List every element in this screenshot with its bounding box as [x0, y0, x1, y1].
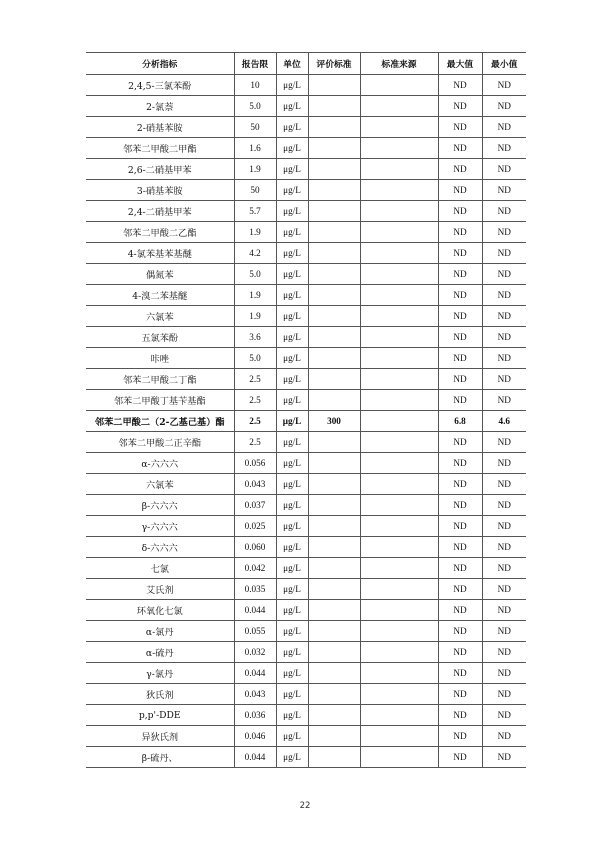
- cell-min-value: ND: [482, 579, 526, 600]
- cell-evaluation-standard: [308, 243, 360, 264]
- cell-report-limit: 0.037: [234, 495, 276, 516]
- cell-min-value: ND: [482, 327, 526, 348]
- cell-evaluation-standard: [308, 684, 360, 705]
- cell-report-limit: 1.9: [234, 306, 276, 327]
- cell-max-value: ND: [438, 306, 482, 327]
- cell-standard-source: [360, 495, 438, 516]
- table-row: [86, 621, 526, 642]
- cell-standard-source: [360, 705, 438, 726]
- cell-min-value: ND: [482, 747, 526, 768]
- cell-analyte: 2,6-二硝基甲苯: [86, 159, 234, 180]
- cell-standard-source: [360, 117, 438, 138]
- cell-standard-source: [360, 243, 438, 264]
- cell-analyte: 邻苯二甲酸二甲酯: [86, 138, 234, 159]
- cell-analyte: 邻苯二甲酸二正辛酯: [86, 432, 234, 453]
- cell-standard-source: [360, 264, 438, 285]
- header-min-value: 最小值: [482, 53, 526, 75]
- table-row: [86, 432, 526, 453]
- cell-report-limit: 0.055: [234, 621, 276, 642]
- cell-standard-source: [360, 138, 438, 159]
- cell-analyte: β-六六六: [86, 495, 234, 516]
- cell-evaluation-standard: [308, 747, 360, 768]
- cell-analyte: γ-氯丹: [86, 663, 234, 684]
- cell-min-value: ND: [482, 96, 526, 117]
- cell-evaluation-standard: [308, 453, 360, 474]
- cell-evaluation-standard: [308, 642, 360, 663]
- cell-max-value: ND: [438, 747, 482, 768]
- cell-min-value: ND: [482, 558, 526, 579]
- cell-report-limit: 2.5: [234, 432, 276, 453]
- cell-unit: μg/L: [276, 684, 308, 705]
- cell-analyte: 六氯苯: [86, 474, 234, 495]
- cell-max-value: ND: [438, 495, 482, 516]
- analysis-results-table: [86, 52, 526, 768]
- cell-unit: μg/L: [276, 600, 308, 621]
- cell-max-value: ND: [438, 348, 482, 369]
- cell-report-limit: 10: [234, 75, 276, 96]
- cell-min-value: ND: [482, 495, 526, 516]
- cell-min-value: 4.6: [482, 411, 526, 432]
- cell-report-limit: 5.0: [234, 96, 276, 117]
- cell-analyte: 4-氯苯基苯基醚: [86, 243, 234, 264]
- table-row: [86, 558, 526, 579]
- table-row: [86, 138, 526, 159]
- cell-analyte: β-硫丹、: [86, 747, 234, 768]
- cell-report-limit: 1.9: [234, 222, 276, 243]
- cell-report-limit: 0.043: [234, 474, 276, 495]
- cell-standard-source: [360, 642, 438, 663]
- cell-unit: μg/L: [276, 642, 308, 663]
- table-row: [86, 642, 526, 663]
- cell-evaluation-standard: [308, 96, 360, 117]
- table-row: [86, 306, 526, 327]
- cell-max-value: ND: [438, 222, 482, 243]
- cell-min-value: ND: [482, 663, 526, 684]
- cell-standard-source: [360, 558, 438, 579]
- cell-evaluation-standard: [308, 75, 360, 96]
- cell-analyte: 邻苯二甲酸二（2-乙基己基）酯: [86, 411, 234, 432]
- cell-report-limit: 2.5: [234, 411, 276, 432]
- cell-standard-source: [360, 663, 438, 684]
- cell-max-value: ND: [438, 243, 482, 264]
- cell-standard-source: [360, 390, 438, 411]
- cell-evaluation-standard: [308, 327, 360, 348]
- cell-evaluation-standard: [308, 621, 360, 642]
- cell-min-value: ND: [482, 621, 526, 642]
- cell-min-value: ND: [482, 264, 526, 285]
- table-row: [86, 474, 526, 495]
- cell-report-limit: 5.0: [234, 264, 276, 285]
- cell-min-value: ND: [482, 285, 526, 306]
- cell-max-value: ND: [438, 705, 482, 726]
- cell-report-limit: 0.044: [234, 600, 276, 621]
- cell-min-value: ND: [482, 705, 526, 726]
- cell-evaluation-standard: [308, 138, 360, 159]
- cell-analyte: 咔唑: [86, 348, 234, 369]
- cell-unit: μg/L: [276, 432, 308, 453]
- cell-min-value: ND: [482, 348, 526, 369]
- cell-max-value: ND: [438, 684, 482, 705]
- cell-unit: μg/L: [276, 348, 308, 369]
- cell-max-value: ND: [438, 621, 482, 642]
- cell-standard-source: [360, 348, 438, 369]
- cell-unit: μg/L: [276, 621, 308, 642]
- cell-report-limit: 50: [234, 180, 276, 201]
- cell-max-value: ND: [438, 663, 482, 684]
- header-analyte: 分析指标: [86, 53, 234, 75]
- cell-min-value: ND: [482, 726, 526, 747]
- cell-evaluation-standard: [308, 369, 360, 390]
- cell-max-value: ND: [438, 285, 482, 306]
- cell-evaluation-standard: [308, 264, 360, 285]
- cell-analyte: 2-氯萘: [86, 96, 234, 117]
- cell-standard-source: [360, 726, 438, 747]
- cell-evaluation-standard: [308, 558, 360, 579]
- cell-max-value: ND: [438, 75, 482, 96]
- cell-standard-source: [360, 684, 438, 705]
- cell-standard-source: [360, 75, 438, 96]
- cell-unit: μg/L: [276, 306, 308, 327]
- cell-analyte: 3-硝基苯胺: [86, 180, 234, 201]
- cell-analyte: 2-硝基苯胺: [86, 117, 234, 138]
- table-row: [86, 747, 526, 768]
- cell-max-value: ND: [438, 432, 482, 453]
- cell-report-limit: 0.060: [234, 537, 276, 558]
- cell-standard-source: [360, 180, 438, 201]
- cell-report-limit: 1.6: [234, 138, 276, 159]
- cell-unit: μg/L: [276, 453, 308, 474]
- cell-evaluation-standard: [308, 159, 360, 180]
- cell-standard-source: [360, 579, 438, 600]
- table-row: [86, 222, 526, 243]
- cell-min-value: ND: [482, 432, 526, 453]
- cell-unit: μg/L: [276, 474, 308, 495]
- cell-max-value: ND: [438, 726, 482, 747]
- cell-max-value: ND: [438, 642, 482, 663]
- table-row: [86, 600, 526, 621]
- cell-evaluation-standard: [308, 201, 360, 222]
- cell-report-limit: 1.9: [234, 285, 276, 306]
- cell-analyte: γ-六六六: [86, 516, 234, 537]
- cell-report-limit: 0.046: [234, 726, 276, 747]
- cell-report-limit: 2.5: [234, 369, 276, 390]
- table-row: [86, 117, 526, 138]
- cell-evaluation-standard: 300: [308, 411, 360, 432]
- cell-min-value: ND: [482, 243, 526, 264]
- table-row: [86, 726, 526, 747]
- cell-standard-source: [360, 453, 438, 474]
- cell-max-value: ND: [438, 516, 482, 537]
- cell-max-value: ND: [438, 579, 482, 600]
- cell-report-limit: 1.9: [234, 159, 276, 180]
- table-row: [86, 348, 526, 369]
- cell-unit: μg/L: [276, 390, 308, 411]
- table-row: [86, 579, 526, 600]
- cell-min-value: ND: [482, 642, 526, 663]
- header-standard-source: 标准来源: [360, 53, 438, 75]
- cell-report-limit: 50: [234, 117, 276, 138]
- cell-analyte: 异狄氏剂: [86, 726, 234, 747]
- cell-max-value: ND: [438, 264, 482, 285]
- cell-unit: μg/L: [276, 96, 308, 117]
- cell-report-limit: 3.6: [234, 327, 276, 348]
- cell-analyte: 七氯: [86, 558, 234, 579]
- cell-max-value: 6.8: [438, 411, 482, 432]
- cell-evaluation-standard: [308, 285, 360, 306]
- cell-analyte: α-六六六: [86, 453, 234, 474]
- cell-evaluation-standard: [308, 222, 360, 243]
- cell-max-value: ND: [438, 453, 482, 474]
- cell-evaluation-standard: [308, 516, 360, 537]
- cell-min-value: ND: [482, 117, 526, 138]
- cell-unit: μg/L: [276, 75, 308, 96]
- cell-unit: μg/L: [276, 117, 308, 138]
- cell-report-limit: 2.5: [234, 390, 276, 411]
- cell-report-limit: 0.043: [234, 684, 276, 705]
- cell-analyte: 偶氮苯: [86, 264, 234, 285]
- cell-analyte: 邻苯二甲酸丁基苄基酯: [86, 390, 234, 411]
- cell-min-value: ND: [482, 75, 526, 96]
- cell-report-limit: 5.0: [234, 348, 276, 369]
- cell-standard-source: [360, 327, 438, 348]
- cell-min-value: ND: [482, 180, 526, 201]
- header-unit: 单位: [276, 53, 308, 75]
- cell-analyte: 邻苯二甲酸二丁酯: [86, 369, 234, 390]
- table-row: [86, 75, 526, 96]
- cell-evaluation-standard: [308, 474, 360, 495]
- cell-evaluation-standard: [308, 600, 360, 621]
- table-row: [86, 390, 526, 411]
- cell-min-value: ND: [482, 222, 526, 243]
- cell-unit: μg/L: [276, 180, 308, 201]
- cell-unit: μg/L: [276, 201, 308, 222]
- cell-min-value: ND: [482, 516, 526, 537]
- table-row: [86, 516, 526, 537]
- cell-min-value: ND: [482, 201, 526, 222]
- cell-unit: μg/L: [276, 663, 308, 684]
- cell-analyte: α-硫丹: [86, 642, 234, 663]
- cell-evaluation-standard: [308, 348, 360, 369]
- cell-standard-source: [360, 747, 438, 768]
- cell-standard-source: [360, 621, 438, 642]
- table-row: [86, 264, 526, 285]
- cell-min-value: ND: [482, 159, 526, 180]
- cell-max-value: ND: [438, 138, 482, 159]
- cell-standard-source: [360, 285, 438, 306]
- cell-standard-source: [360, 516, 438, 537]
- cell-report-limit: 5.7: [234, 201, 276, 222]
- table-row: [86, 453, 526, 474]
- cell-evaluation-standard: [308, 432, 360, 453]
- cell-standard-source: [360, 222, 438, 243]
- cell-evaluation-standard: [308, 537, 360, 558]
- cell-min-value: ND: [482, 600, 526, 621]
- cell-standard-source: [360, 96, 438, 117]
- cell-max-value: ND: [438, 327, 482, 348]
- cell-standard-source: [360, 537, 438, 558]
- cell-standard-source: [360, 201, 438, 222]
- cell-min-value: ND: [482, 369, 526, 390]
- cell-unit: μg/L: [276, 327, 308, 348]
- cell-analyte: p,p'-DDE: [86, 705, 234, 726]
- cell-unit: μg/L: [276, 369, 308, 390]
- cell-analyte: 4-溴二苯基醚: [86, 285, 234, 306]
- table-header-row: [86, 53, 526, 75]
- cell-standard-source: [360, 600, 438, 621]
- cell-min-value: ND: [482, 453, 526, 474]
- cell-report-limit: 0.044: [234, 747, 276, 768]
- cell-max-value: ND: [438, 117, 482, 138]
- cell-analyte: 2,4-二硝基甲苯: [86, 201, 234, 222]
- cell-analyte: 艾氏剂: [86, 579, 234, 600]
- cell-unit: μg/L: [276, 285, 308, 306]
- table-row: [86, 285, 526, 306]
- cell-unit: μg/L: [276, 516, 308, 537]
- cell-analyte: α-氯丹: [86, 621, 234, 642]
- cell-report-limit: 0.032: [234, 642, 276, 663]
- cell-max-value: ND: [438, 180, 482, 201]
- cell-evaluation-standard: [308, 495, 360, 516]
- cell-report-limit: 0.025: [234, 516, 276, 537]
- cell-unit: μg/L: [276, 558, 308, 579]
- cell-analyte: δ-六六六: [86, 537, 234, 558]
- header-max-value: 最大值: [438, 53, 482, 75]
- table-row: [86, 96, 526, 117]
- cell-evaluation-standard: [308, 705, 360, 726]
- table-row: [86, 159, 526, 180]
- cell-max-value: ND: [438, 474, 482, 495]
- table-row: [86, 327, 526, 348]
- cell-max-value: ND: [438, 369, 482, 390]
- cell-analyte: 狄氏剂: [86, 684, 234, 705]
- cell-max-value: ND: [438, 390, 482, 411]
- cell-analyte: 邻苯二甲酸二乙酯: [86, 222, 234, 243]
- table-row: [86, 180, 526, 201]
- cell-standard-source: [360, 474, 438, 495]
- header-evaluation-standard: 评价标准: [308, 53, 360, 75]
- cell-min-value: ND: [482, 684, 526, 705]
- cell-unit: μg/L: [276, 159, 308, 180]
- cell-evaluation-standard: [308, 180, 360, 201]
- cell-analyte: 2,4,5-三氯苯酚: [86, 75, 234, 96]
- cell-evaluation-standard: [308, 579, 360, 600]
- cell-evaluation-standard: [308, 390, 360, 411]
- cell-report-limit: 0.056: [234, 453, 276, 474]
- page-number: 22: [299, 801, 311, 811]
- cell-unit: μg/L: [276, 495, 308, 516]
- cell-unit: μg/L: [276, 705, 308, 726]
- cell-max-value: ND: [438, 201, 482, 222]
- table-row: [86, 201, 526, 222]
- cell-unit: μg/L: [276, 243, 308, 264]
- cell-min-value: ND: [482, 474, 526, 495]
- cell-report-limit: 0.035: [234, 579, 276, 600]
- cell-standard-source: [360, 306, 438, 327]
- cell-unit: μg/L: [276, 264, 308, 285]
- cell-unit: μg/L: [276, 747, 308, 768]
- cell-max-value: ND: [438, 558, 482, 579]
- table-row: [86, 495, 526, 516]
- cell-standard-source: [360, 369, 438, 390]
- header-report-limit: 报告限: [234, 53, 276, 75]
- cell-standard-source: [360, 159, 438, 180]
- cell-max-value: ND: [438, 159, 482, 180]
- cell-min-value: ND: [482, 537, 526, 558]
- cell-analyte: 六氯苯: [86, 306, 234, 327]
- cell-unit: μg/L: [276, 537, 308, 558]
- cell-analyte: 环氧化七氯: [86, 600, 234, 621]
- table-row: [86, 537, 526, 558]
- cell-unit: μg/L: [276, 411, 308, 432]
- table-row: [86, 663, 526, 684]
- cell-evaluation-standard: [308, 306, 360, 327]
- cell-max-value: ND: [438, 600, 482, 621]
- table-row: [86, 684, 526, 705]
- cell-unit: μg/L: [276, 726, 308, 747]
- cell-standard-source: [360, 432, 438, 453]
- table-row: [86, 705, 526, 726]
- cell-min-value: ND: [482, 138, 526, 159]
- cell-max-value: ND: [438, 96, 482, 117]
- cell-evaluation-standard: [308, 663, 360, 684]
- cell-min-value: ND: [482, 390, 526, 411]
- cell-standard-source: [360, 411, 438, 432]
- cell-report-limit: 0.036: [234, 705, 276, 726]
- cell-report-limit: 0.044: [234, 663, 276, 684]
- cell-min-value: ND: [482, 306, 526, 327]
- table-row: [86, 243, 526, 264]
- cell-analyte: 五氯苯酚: [86, 327, 234, 348]
- cell-unit: μg/L: [276, 222, 308, 243]
- table-row: [86, 369, 526, 390]
- table-row: [86, 411, 526, 432]
- cell-report-limit: 0.042: [234, 558, 276, 579]
- cell-unit: μg/L: [276, 138, 308, 159]
- cell-max-value: ND: [438, 537, 482, 558]
- cell-evaluation-standard: [308, 117, 360, 138]
- cell-evaluation-standard: [308, 726, 360, 747]
- cell-unit: μg/L: [276, 579, 308, 600]
- cell-report-limit: 4.2: [234, 243, 276, 264]
